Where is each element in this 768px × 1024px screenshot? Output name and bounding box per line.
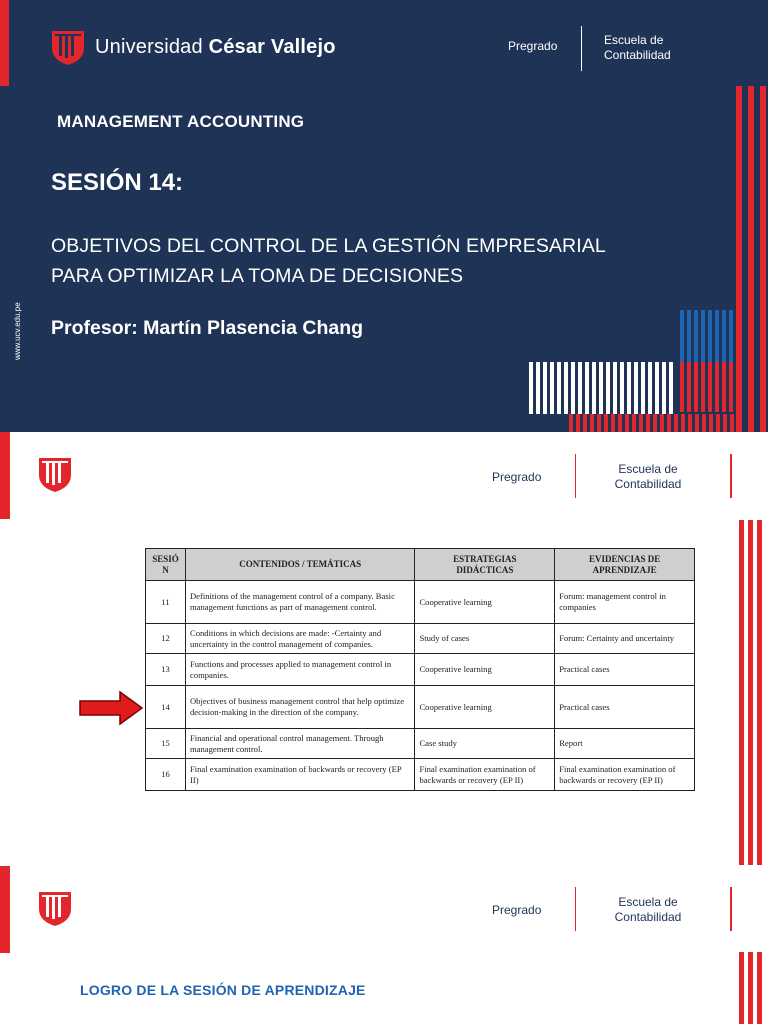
decorative-stripe	[748, 86, 754, 432]
professor-name: Profesor: Martín Plasencia Chang	[51, 317, 364, 339]
decorative-stripe	[662, 362, 666, 414]
decorative-stripe	[680, 362, 684, 412]
row-strategy: Cooperative learning	[415, 686, 555, 729]
university-name: Universidad César Vallejo	[95, 35, 336, 58]
table-row	[146, 581, 695, 624]
decorative-stripe	[592, 362, 596, 414]
row-evidence: Forum: Certainty and uncertainty	[555, 624, 695, 654]
decorative-stripe	[655, 362, 659, 414]
decorative-stripe	[729, 362, 733, 412]
slide-logro	[0, 866, 768, 1024]
header-divider	[575, 454, 576, 498]
decorative-stripe	[606, 362, 610, 414]
session-schedule-table	[145, 548, 695, 791]
decorative-stripe	[578, 362, 582, 414]
decorative-stripe	[687, 310, 691, 362]
slide-title	[0, 0, 768, 432]
decorative-stripe	[674, 414, 678, 432]
decorative-stripe	[625, 414, 629, 432]
row-evidence: Practical cases	[555, 654, 695, 686]
decorative-stripe	[729, 310, 733, 362]
red-stripe	[757, 520, 762, 865]
red-arrow-icon	[78, 690, 144, 726]
row-number: 14	[146, 686, 186, 729]
decorative-stripe	[646, 414, 650, 432]
row-strategy: Study of cases	[415, 624, 555, 654]
decorative-stripe	[680, 310, 684, 362]
decorative-stripe	[687, 362, 691, 412]
row-content: Financial and operational control management. Through management control.	[185, 729, 414, 759]
decorative-stripe	[590, 414, 594, 432]
row-number: 13	[146, 654, 186, 686]
decorative-stripe	[557, 362, 561, 414]
row-evidence: Forum: management control in companies	[555, 581, 695, 624]
table-header-row	[146, 549, 695, 581]
row-number: 11	[146, 581, 186, 624]
decorative-stripe	[611, 414, 615, 432]
decorative-stripe	[585, 362, 589, 414]
website-url: www.ucv.edu.pe	[13, 302, 22, 360]
row-evidence: Final examination examination of backwards or recovery (EP II)	[555, 759, 695, 791]
decorative-stripe	[543, 362, 547, 414]
decorative-stripe	[627, 362, 631, 414]
decorative-stripe	[618, 414, 622, 432]
decorative-stripe	[701, 362, 705, 412]
decorative-stripe	[708, 362, 712, 412]
row-strategy: Cooperative learning	[415, 654, 555, 686]
header-divider-right	[730, 887, 732, 931]
decorative-stripe	[634, 362, 638, 414]
header-pregrado: Pregrado	[508, 39, 558, 53]
header-escuela: Escuela de Contabilidad	[604, 33, 671, 62]
red-stripe	[757, 952, 762, 1024]
decorative-stripe	[715, 310, 719, 362]
header-escuela: Escuela de Contabilidad	[614, 462, 682, 491]
red-accent-bar	[0, 866, 10, 953]
ucv-logo	[51, 28, 336, 66]
red-accent-bar	[0, 0, 9, 86]
table-row	[146, 729, 695, 759]
decorative-stripe	[709, 414, 713, 432]
decorative-stripe	[730, 414, 734, 432]
decorative-stripe	[604, 414, 608, 432]
decorative-stripe	[669, 362, 673, 414]
decorative-stripe	[550, 362, 554, 414]
decorative-stripe	[576, 414, 580, 432]
row-number: 12	[146, 624, 186, 654]
decorative-stripe	[660, 414, 664, 432]
row-content: Conditions in which decisions are made: -Certainty and uncertainty in the control management of companies.	[185, 624, 414, 654]
decorative-stripe	[667, 414, 671, 432]
header-contenidos: CONTENIDOS / TEMÁTICAS	[185, 549, 414, 581]
decorative-stripe	[639, 414, 643, 432]
decorative-stripe	[569, 414, 573, 432]
course-title: MANAGEMENT ACCOUNTING	[57, 112, 305, 131]
table-row	[146, 759, 695, 791]
ucv-shield-icon	[38, 454, 72, 494]
ucv-shield-icon	[51, 28, 85, 66]
header-divider-right	[730, 454, 732, 498]
header-pregrado: Pregrado	[492, 903, 542, 917]
red-accent-bar	[0, 432, 10, 519]
decorative-stripe	[681, 414, 685, 432]
row-content: Definitions of the management control of a company. Basic management functions as part of management control.	[185, 581, 414, 624]
decorative-stripe	[641, 362, 645, 414]
decorative-stripe	[701, 310, 705, 362]
logro-title: LOGRO DE LA SESIÓN DE APRENDIZAJE	[80, 982, 366, 998]
header-divider	[581, 26, 582, 71]
row-number: 15	[146, 729, 186, 759]
decorative-stripe	[648, 362, 652, 414]
row-number: 16	[146, 759, 186, 791]
session-objective: OBJETIVOS DEL CONTROL DE LA GESTIÓN EMPRESARIAL PARA OPTIMIZAR LA TOMA DE DECISIONES	[51, 235, 606, 287]
decorative-stripe	[620, 362, 624, 414]
header-escuela: Escuela de Contabilidad	[614, 895, 682, 924]
row-strategy: Case study	[415, 729, 555, 759]
row-strategy: Cooperative learning	[415, 581, 555, 624]
decorative-stripe	[653, 414, 657, 432]
ucv-shield-icon	[38, 888, 72, 928]
row-evidence: Report	[555, 729, 695, 759]
decorative-stripe	[688, 414, 692, 432]
table-row	[146, 624, 695, 654]
decorative-stripe	[529, 362, 533, 414]
decorative-stripe	[722, 362, 726, 412]
decorative-stripe	[583, 414, 587, 432]
red-stripe	[739, 952, 744, 1024]
header-estrategias: ESTRATEGIAS DIDÁCTICAS	[415, 549, 555, 581]
red-stripe	[739, 520, 744, 865]
row-evidence: Practical cases	[555, 686, 695, 729]
decorative-stripe	[716, 414, 720, 432]
slide-schedule	[0, 432, 768, 865]
decorative-stripe	[571, 362, 575, 414]
decorative-stripe	[723, 414, 727, 432]
table-row	[146, 654, 695, 686]
row-content: Functions and processes applied to management control in companies.	[185, 654, 414, 686]
decorative-stripe	[632, 414, 636, 432]
row-strategy: Final examination examination of backwards or recovery (EP II)	[415, 759, 555, 791]
decorative-stripe	[613, 362, 617, 414]
decorative-stripe	[702, 414, 706, 432]
red-stripe	[748, 520, 753, 865]
header-sesion: SESIÓ N	[146, 549, 186, 581]
decorative-stripe	[722, 310, 726, 362]
decorative-stripe	[564, 362, 568, 414]
row-content: Objectives of business management control that help optimize decision-making in the direction of the company.	[185, 686, 414, 729]
decorative-stripe	[715, 362, 719, 412]
decorative-stripe	[708, 310, 712, 362]
decorative-stripe	[694, 362, 698, 412]
red-stripe	[748, 952, 753, 1024]
table-row-highlighted	[146, 686, 695, 729]
session-number: SESIÓN 14:	[51, 169, 184, 196]
decorative-stripe	[536, 362, 540, 414]
decorative-stripe	[760, 86, 766, 432]
decorative-stripe	[599, 362, 603, 414]
decorative-stripe	[695, 414, 699, 432]
header-evidencias: EVIDENCIAS DE APRENDIZAJE	[555, 549, 695, 581]
decorative-stripe	[694, 310, 698, 362]
header-divider	[575, 887, 576, 931]
decorative-stripe	[736, 86, 742, 432]
header-pregrado: Pregrado	[492, 470, 542, 484]
row-content: Final examination examination of backwards or recovery (EP II)	[185, 759, 414, 791]
decorative-stripe	[597, 414, 601, 432]
